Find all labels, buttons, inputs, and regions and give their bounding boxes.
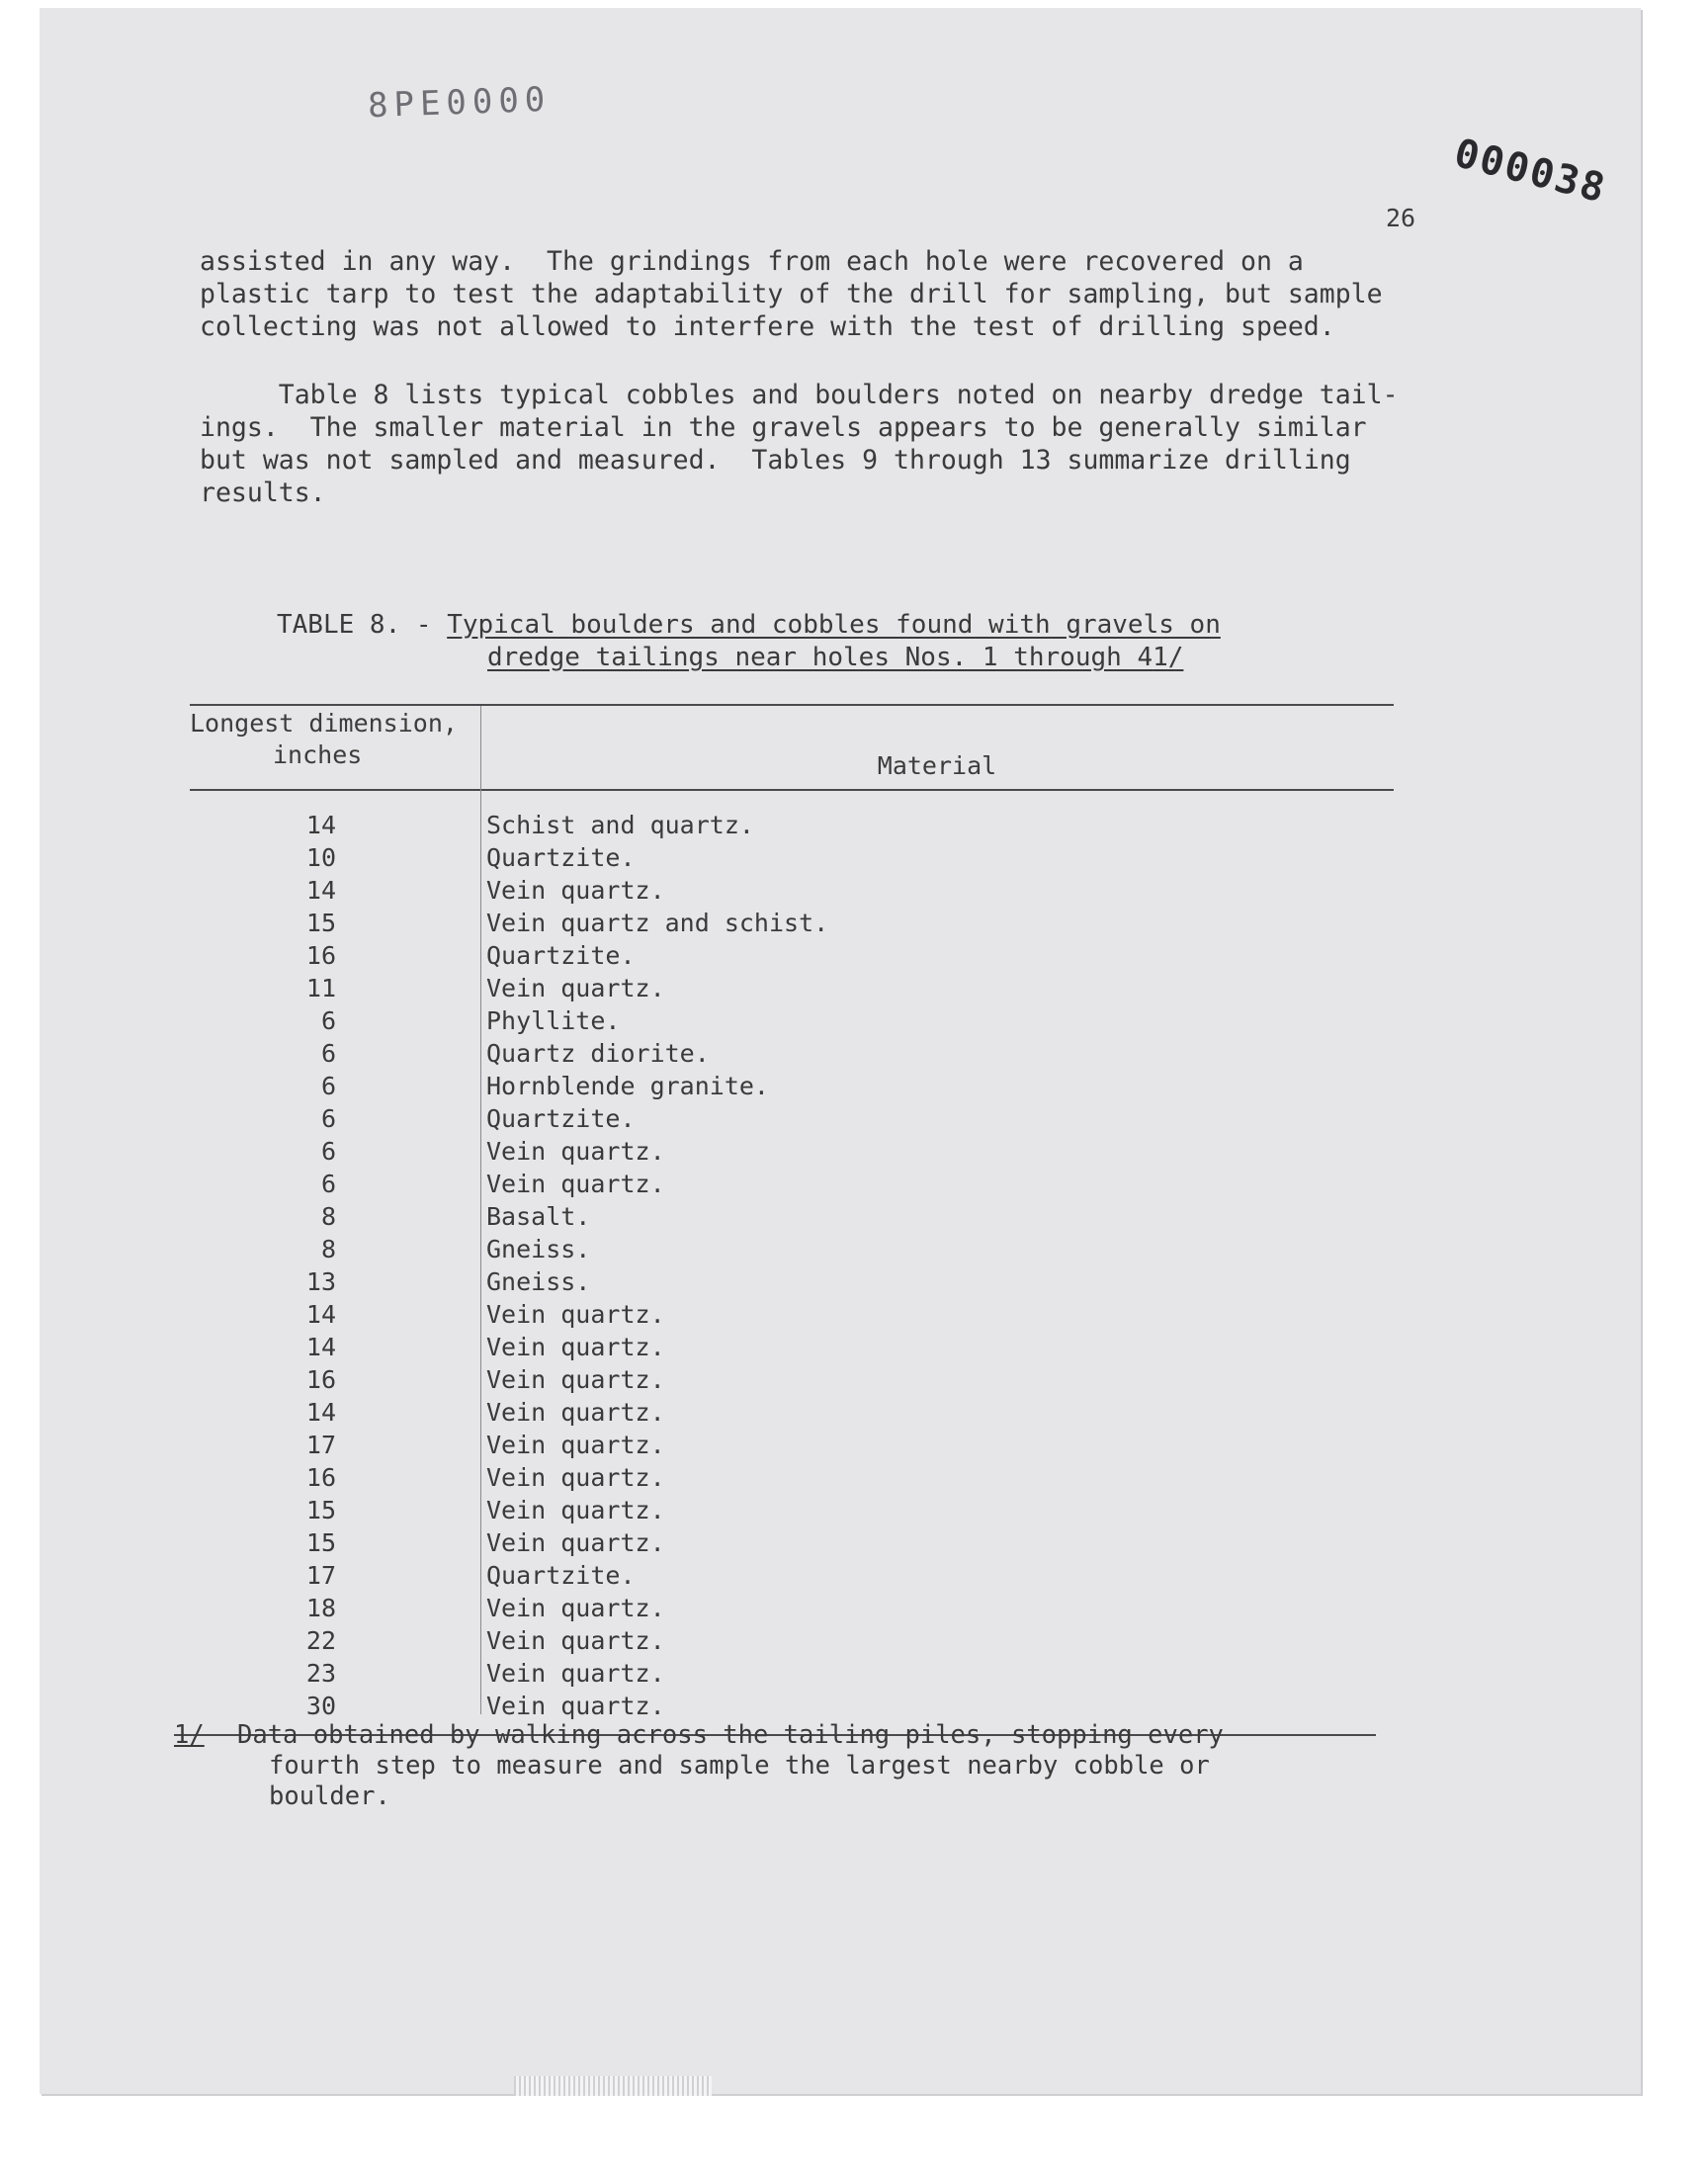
table-row bbox=[190, 1168, 1396, 1200]
cell-dimension: 6 bbox=[320, 1006, 336, 1035]
footnote-line: fourth step to measure and sample the largest nearby cobble or bbox=[269, 1751, 1210, 1781]
table-row bbox=[190, 1657, 1396, 1690]
table-row bbox=[190, 874, 1396, 907]
cell-dimension: 8 bbox=[320, 1235, 336, 1263]
cell-material: Vein quartz. bbox=[486, 1137, 665, 1166]
footnote-line: boulder. bbox=[269, 1782, 390, 1811]
table-row bbox=[190, 841, 1396, 874]
document-number: 000038 bbox=[1449, 130, 1611, 213]
table-row bbox=[190, 1298, 1396, 1331]
table-row bbox=[190, 809, 1396, 841]
cell-material: Vein quartz. bbox=[486, 1170, 665, 1198]
cell-material: Vein quartz. bbox=[486, 876, 665, 905]
table-row bbox=[190, 1363, 1396, 1396]
table-row bbox=[190, 1624, 1396, 1657]
cell-dimension: 6 bbox=[320, 1137, 336, 1166]
table-row bbox=[190, 1135, 1396, 1168]
table-caption-prefix: TABLE 8. - bbox=[277, 610, 448, 640]
cell-dimension: 17 bbox=[305, 1561, 336, 1590]
cell-dimension: 23 bbox=[305, 1659, 336, 1688]
column-header-dimension bbox=[190, 708, 476, 771]
cell-dimension: 13 bbox=[305, 1267, 336, 1296]
table-row bbox=[190, 1559, 1396, 1592]
cell-dimension: 15 bbox=[305, 1496, 336, 1524]
table-header-rule bbox=[190, 789, 1394, 791]
table-row bbox=[190, 1396, 1396, 1429]
cell-material: Vein quartz. bbox=[486, 1594, 665, 1622]
column-header-dimension-line2: inches bbox=[273, 740, 363, 769]
cell-dimension: 16 bbox=[305, 1463, 336, 1492]
table-row bbox=[190, 1461, 1396, 1494]
cell-dimension: 14 bbox=[305, 876, 336, 905]
table-caption-title-line1: Typical boulders and cobbles found with gravels on bbox=[447, 610, 1221, 640]
table-row bbox=[190, 939, 1396, 972]
cell-material: Vein quartz. bbox=[486, 1333, 665, 1361]
cell-material: Basalt. bbox=[486, 1202, 591, 1231]
table-row bbox=[190, 1526, 1396, 1559]
cell-material: Vein quartz. bbox=[486, 1626, 665, 1655]
column-header-dimension-line1: Longest dimension, bbox=[190, 709, 458, 738]
table-body bbox=[190, 809, 1396, 1722]
text-line: results. bbox=[200, 478, 326, 508]
cell-dimension: 6 bbox=[320, 1072, 336, 1100]
paragraph-drilling-note bbox=[200, 245, 1455, 343]
page-stamp: 8PE0000 bbox=[367, 79, 552, 127]
cell-material: Vein quartz. bbox=[486, 1463, 665, 1492]
text-line: assisted in any way. The grindings from each hole were recovered on a bbox=[200, 246, 1304, 277]
cell-material: Quartzite. bbox=[486, 941, 636, 970]
cell-material: Hornblende granite. bbox=[486, 1072, 769, 1100]
cell-material: Quartzite. bbox=[486, 1561, 636, 1590]
text-line: ings. The smaller material in the gravels appears to be generally similar bbox=[200, 412, 1367, 443]
cell-material: Phyllite. bbox=[486, 1006, 621, 1035]
footnote-line: Data obtained by walking across the tailing piles, stopping every bbox=[237, 1720, 1224, 1750]
table-row bbox=[190, 1429, 1396, 1461]
table-row bbox=[190, 1592, 1396, 1624]
cell-dimension: 16 bbox=[305, 1365, 336, 1394]
cell-dimension: 6 bbox=[320, 1104, 336, 1133]
cell-material: Vein quartz. bbox=[486, 1431, 665, 1459]
cell-dimension: 6 bbox=[320, 1039, 336, 1068]
table-row bbox=[190, 1102, 1396, 1135]
cell-material: Vein quartz and schist. bbox=[486, 909, 829, 937]
cell-dimension: 14 bbox=[305, 1398, 336, 1427]
text-line: Table 8 lists typical cobbles and boulders noted on nearby dredge tail- bbox=[200, 380, 1399, 410]
cell-material: Gneiss. bbox=[486, 1267, 591, 1296]
cell-material: Vein quartz. bbox=[486, 1528, 665, 1557]
table-row bbox=[190, 1233, 1396, 1265]
cell-material: Quartzite. bbox=[486, 843, 636, 872]
cell-material: Quartzite. bbox=[486, 1104, 636, 1133]
cell-dimension: 16 bbox=[305, 941, 336, 970]
paragraph-table-intro bbox=[200, 379, 1455, 509]
cell-material: Quartz diorite. bbox=[486, 1039, 710, 1068]
cell-material: Gneiss. bbox=[486, 1235, 591, 1263]
text-line: plastic tarp to test the adaptability of the drill for sampling, but sample bbox=[200, 279, 1383, 309]
cell-dimension: 30 bbox=[305, 1692, 336, 1720]
table-row bbox=[190, 972, 1396, 1004]
cell-dimension: 15 bbox=[305, 1528, 336, 1557]
table-row bbox=[190, 1494, 1396, 1526]
cell-material: Vein quartz. bbox=[486, 1365, 665, 1394]
table-row bbox=[190, 1037, 1396, 1070]
cell-dimension: 6 bbox=[320, 1170, 336, 1198]
table-row bbox=[190, 1265, 1396, 1298]
table-top-rule bbox=[190, 704, 1394, 706]
table-row bbox=[190, 1070, 1396, 1102]
table-row bbox=[190, 907, 1396, 939]
footnote-mark: 1/ bbox=[174, 1720, 205, 1750]
cell-dimension: 15 bbox=[305, 909, 336, 937]
cell-dimension: 17 bbox=[305, 1431, 336, 1459]
table-row bbox=[190, 1331, 1396, 1363]
table-row bbox=[190, 1004, 1396, 1037]
cell-material: Schist and quartz. bbox=[486, 811, 754, 839]
cell-dimension: 10 bbox=[305, 843, 336, 872]
cell-dimension: 11 bbox=[305, 974, 336, 1002]
cell-material: Vein quartz. bbox=[486, 1692, 665, 1720]
cell-dimension: 14 bbox=[305, 811, 336, 839]
cell-dimension: 8 bbox=[320, 1202, 336, 1231]
cell-dimension: 14 bbox=[305, 1300, 336, 1329]
text-line: collecting was not allowed to interfere with the test of drilling speed. bbox=[200, 311, 1335, 342]
table-caption bbox=[277, 609, 1324, 674]
column-header-material: Material bbox=[877, 751, 997, 780]
table-caption-title-line2: dredge tailings near holes Nos. 1 through 4 bbox=[487, 643, 1153, 672]
cell-material: Vein quartz. bbox=[486, 1659, 665, 1688]
cell-dimension: 18 bbox=[305, 1594, 336, 1622]
cell-material: Vein quartz. bbox=[486, 1300, 665, 1329]
cell-material: Vein quartz. bbox=[486, 1398, 665, 1427]
cell-dimension: 14 bbox=[305, 1333, 336, 1361]
table-caption-footnote-ref: 1/ bbox=[1153, 643, 1184, 672]
table-row bbox=[190, 1690, 1396, 1722]
table-row bbox=[190, 1200, 1396, 1233]
cell-material: Vein quartz. bbox=[486, 1496, 665, 1524]
scan-artifact bbox=[514, 2076, 712, 2096]
cell-dimension: 22 bbox=[305, 1626, 336, 1655]
cell-material: Vein quartz. bbox=[486, 974, 665, 1002]
page-number: 26 bbox=[1386, 204, 1416, 232]
text-line: but was not sampled and measured. Tables 9 through 13 summarize drilling bbox=[200, 445, 1351, 476]
